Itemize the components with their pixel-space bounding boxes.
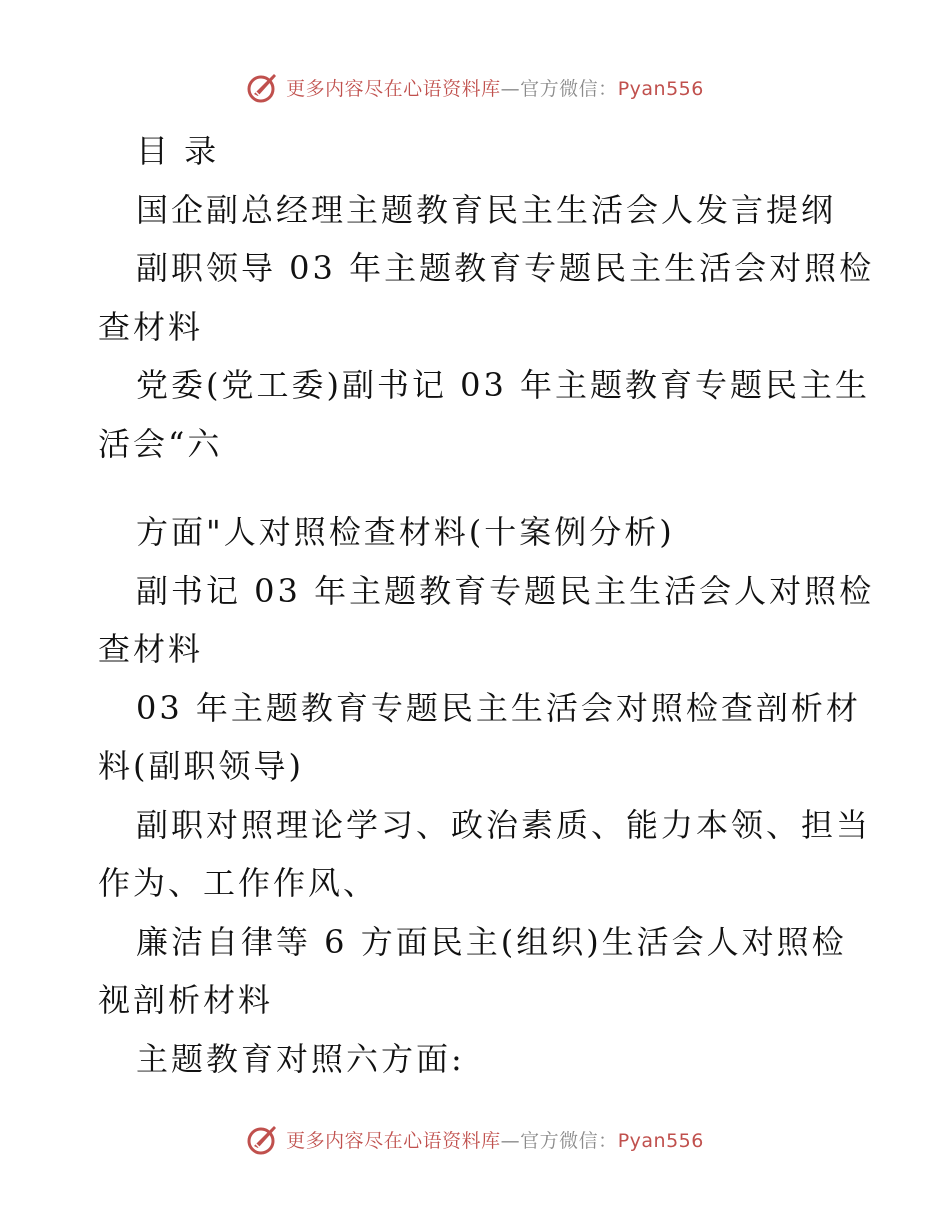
toc-line: 国企副总经理主题教育民主生活会人发言提纲	[136, 190, 837, 229]
toc-line: 作为、工作作风、	[98, 864, 379, 902]
toc-line: 查材料	[98, 307, 204, 346]
toc-line: 副职领导 03 年主题教育专题民主生活会对照检	[136, 249, 875, 287]
watermark-brand: 更多内容尽在心语资料库	[286, 1129, 501, 1152]
watermark-text	[286, 1126, 704, 1153]
toc-line: 副职对照理论学习、政治素质、能力本领、担当	[136, 805, 872, 844]
watermark-separator: —	[500, 77, 521, 100]
watermark-wechat-id: Pyan556	[617, 1129, 704, 1152]
toc-title: 目 录	[136, 132, 220, 170]
toc-line: 主题教育对照六方面:	[136, 1039, 465, 1078]
paragraph-gap	[98, 473, 858, 503]
watermark-text	[286, 74, 704, 101]
footer-watermark	[0, 1122, 950, 1156]
toc-line: 党委(党工委)副书记 03 年主题教育专题民主生	[136, 366, 871, 404]
feather-pen-logo-icon	[246, 70, 280, 104]
toc-line: 料(副职领导)	[98, 747, 304, 785]
watermark-separator: —	[500, 1129, 521, 1152]
toc-line: 活会“六	[98, 424, 223, 463]
toc-line: 视剖析材料	[98, 981, 274, 1019]
feather-pen-logo-icon	[246, 1122, 280, 1156]
watermark-wechat-id: Pyan556	[617, 77, 704, 100]
header-watermark	[0, 70, 950, 104]
toc-line: 查材料	[98, 630, 204, 668]
toc-line: 方面"人对照检查材料(十案例分析)	[136, 513, 675, 551]
watermark-official-label: 官方微信：	[520, 77, 618, 100]
table-of-contents	[98, 122, 875, 1088]
watermark-brand: 更多内容尽在心语资料库	[286, 77, 501, 100]
toc-line: 副书记 03 年主题教育专题民主生活会人对照检	[136, 571, 875, 610]
watermark-official-label: 官方微信：	[520, 1129, 618, 1152]
toc-line: 廉洁自律等 6 方面民主(组织)生活会人对照检	[136, 922, 847, 961]
toc-line: 03 年主题教育专题民主生活会对照检查剖析材	[136, 688, 861, 727]
